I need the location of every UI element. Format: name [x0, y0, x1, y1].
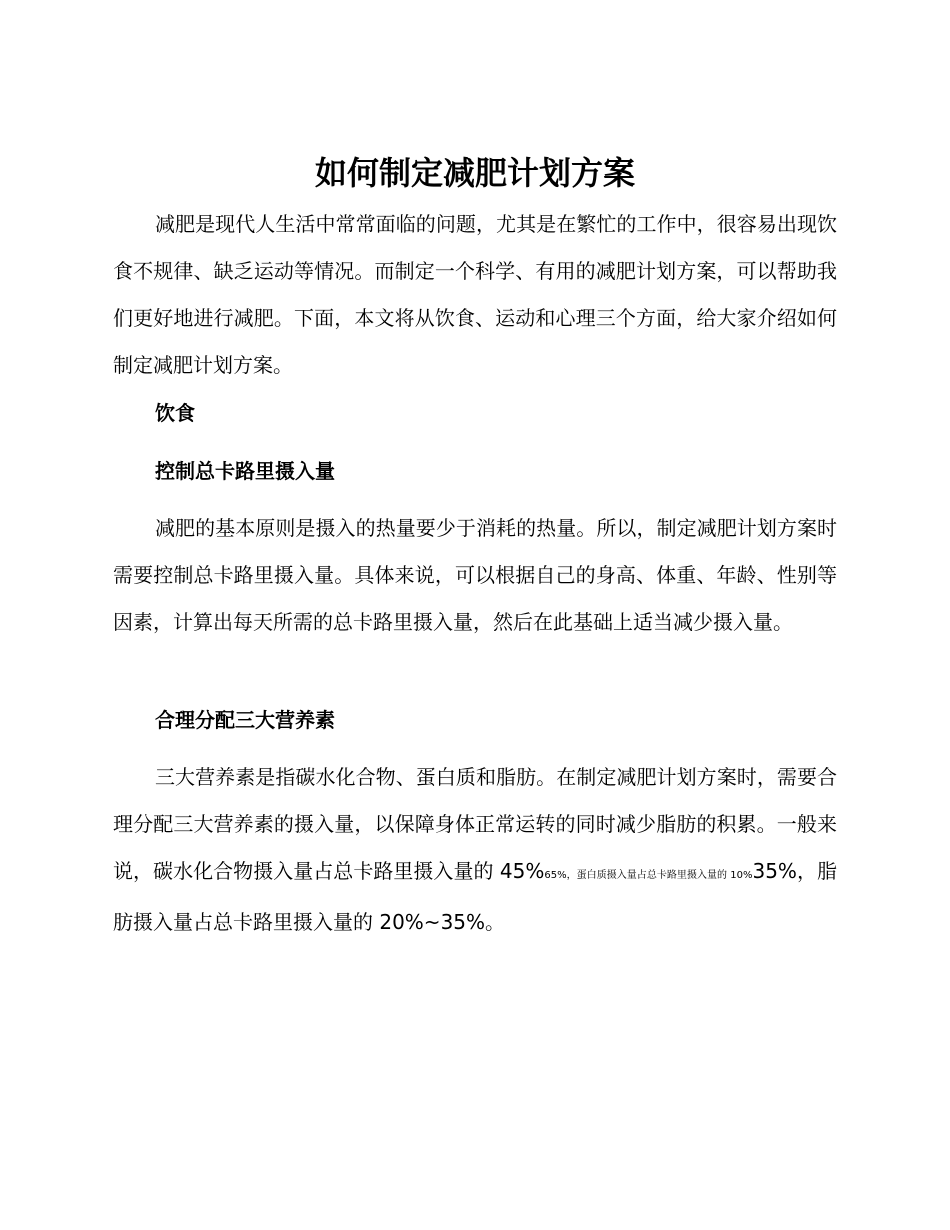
section-heading-diet: 饮食 — [155, 401, 195, 425]
intro-paragraph: 减肥是现代人生活中常常面临的问题，尤其是在繁忙的工作中，很容易出现饮食不规律、缺乏运动等情况。而制定一个科学、有用的减肥计划方案，可以帮助我们更好地进行减肥。下面，本文将从饮食、运动和心理三个方面，给大家介绍如何制定减肥计划方案。 — [113, 212, 837, 377]
calories-paragraph: 减肥的基本原则是摄入的热量要少于消耗的热量。所以，制定减肥计划方案时需要控制总卡路里摄入量。具体来说，可以根据自己的身高、体重、年龄、性别等因素，计算出每天所需的总卡路里摄入量，然后在此基础上适当减少摄入量。 — [113, 516, 837, 634]
nutrients-text-end: 35%，脂肪摄入量占总卡路里摄入量的 20%~35%。 — [113, 859, 837, 934]
nutrients-text-small: 65%，蛋白质摄入量占总卡路里摄入量的 10% — [544, 870, 753, 881]
nutrients-paragraph — [113, 754, 837, 946]
subsection-heading-nutrients: 合理分配三大营养素 — [155, 708, 335, 732]
nutrients-text-start: 三大营养素是指碳水化合物、蛋白质和脂肪。在制定减肥计划方案时，需要合理分配三大营养素的摄入量，以保障身体正常运转的同时减少脂肪的积累。一般来说，碳水化合物摄入量占总卡路里摄入量的 45% — [113, 765, 837, 883]
subsection-heading-calories: 控制总卡路里摄入量 — [155, 459, 335, 483]
document-title: 如何制定减肥计划方案 — [314, 154, 635, 192]
